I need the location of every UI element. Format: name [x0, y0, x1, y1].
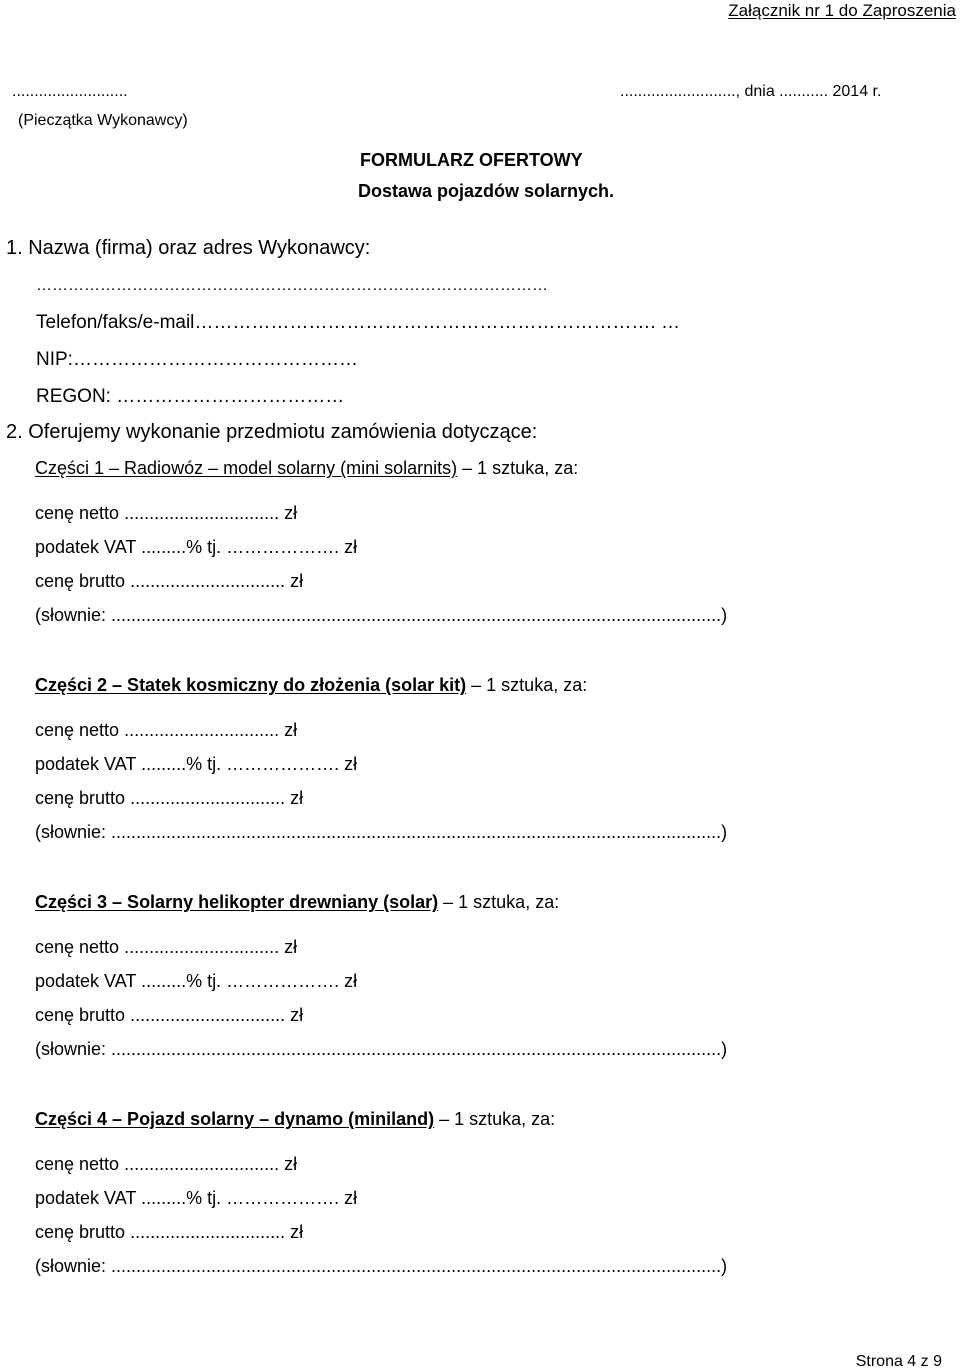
part3-title-line — [35, 893, 559, 911]
part1-words: (słownie: ..........................................................................................................................) — [35, 605, 728, 625]
part2-words: (słownie: ..........................................................................................................................) — [35, 822, 728, 842]
part1-vat: podatek VAT .........% tj. ………………. zł — [35, 537, 358, 557]
part2-title-line — [35, 676, 587, 694]
part4-netto: cenę netto ............................... zł — [35, 1154, 298, 1174]
nip-field: NIP:……………………………………… — [36, 349, 358, 370]
part1-title: Części 1 – Radiowóz – model solarny (mini solarnits) — [35, 458, 458, 478]
part2-qty: – 1 sztuka, za: — [466, 675, 588, 695]
part2-vat: podatek VAT .........% tj. ………………. zł — [35, 754, 358, 774]
part1-brutto: cenę brutto ............................... zł — [35, 571, 304, 591]
part3-vat: podatek VAT .........% tj. ………………. zł — [35, 971, 358, 991]
part4-title-line — [35, 1110, 555, 1128]
date-line: .........................., dnia ........... 2014 r. — [620, 83, 882, 100]
stamp-label: (Pieczątka Wykonawcy) — [18, 112, 188, 129]
part1-qty: – 1 sztuka, za: — [457, 458, 579, 478]
form-title: FORMULARZ OFERTOWY — [360, 150, 583, 170]
part4-vat: podatek VAT .........% tj. ………………. zł — [35, 1188, 358, 1208]
form-subtitle: Dostawa pojazdów solarnych. — [358, 181, 615, 201]
address-dots: …………………………………………………………………………………… — [36, 277, 548, 294]
regon-field: REGON: ……………………………… — [36, 386, 345, 407]
part3-brutto: cenę brutto ............................... zł — [35, 1005, 304, 1025]
stamp-dots: .......................... — [12, 83, 128, 100]
part3-qty: – 1 sztuka, za: — [438, 892, 560, 912]
attachment-label: Załącznik nr 1 do Zaproszenia — [728, 1, 956, 20]
page-number: Strona 4 z 9 — [855, 1353, 942, 1370]
section2-heading: 2. Oferujemy wykonanie przedmiotu zamówienia dotyczące: — [6, 421, 538, 443]
part3-words: (słownie: ..........................................................................................................................) — [35, 1039, 728, 1059]
part1-title-line — [35, 459, 578, 477]
part3-netto: cenę netto ............................... zł — [35, 937, 298, 957]
part2-brutto: cenę brutto ............................... zł — [35, 788, 304, 808]
section1-heading: 1. Nazwa (firma) oraz adres Wykonawcy: — [6, 237, 371, 259]
part2-title: Części 2 – Statek kosmiczny do złożenia (solar kit) — [35, 675, 467, 695]
part4-brutto: cenę brutto ............................... zł — [35, 1222, 304, 1242]
part4-title: Części 4 – Pojazd solarny – dynamo (miniland) — [35, 1109, 435, 1129]
part2-netto: cenę netto ............................... zł — [35, 720, 298, 740]
part4-words: (słownie: ..........................................................................................................................) — [35, 1256, 728, 1276]
part1-netto: cenę netto ............................... zł — [35, 503, 298, 523]
phone-field: Telefon/faks/e-mail………………………………………………………………. … — [36, 312, 680, 333]
part4-qty: – 1 sztuka, za: — [434, 1109, 556, 1129]
part3-title: Części 3 – Solarny helikopter drewniany (solar) — [35, 892, 439, 912]
